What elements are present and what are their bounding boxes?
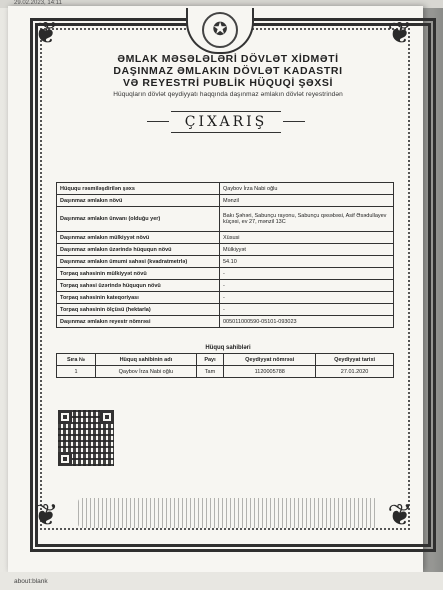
info-row-label: Daşınmaz əmlakın mülkiyyət növü xyxy=(57,232,220,244)
info-row xyxy=(57,244,394,256)
certificate-sheet xyxy=(8,6,423,572)
info-row-label: Hüququ rəsmiləşdirilən şəxs xyxy=(57,183,220,195)
owners-column-header: Sıra № xyxy=(57,354,96,366)
info-row-value: Qaybov İrza Nabi oğlu xyxy=(220,183,394,195)
info-row-value: Mənzil xyxy=(220,195,394,207)
print-footer-strip xyxy=(0,572,443,590)
ornament-corner-icon: ❦ xyxy=(387,498,413,533)
info-row-label: Daşınmaz əmlakın ünvanı (olduğu yer) xyxy=(57,207,220,232)
print-date: 29.02.2023, 14:11 xyxy=(14,0,62,6)
info-row xyxy=(57,232,394,244)
heading-line-2: DAŞINMAZ ƏMLAKIN DÖVLƏT KADASTRI xyxy=(113,65,343,77)
info-row-value: - xyxy=(220,280,394,292)
owners-table xyxy=(56,353,394,378)
info-row-label: Torpaq sahəsinin mülkiyyət növü xyxy=(57,268,220,280)
info-row-value: Bakı Şəhəri, Sabunçu rayonu, Sabunçu qəsəbəsi, Asif Əsədullayev küçəsi, ev 27, mənzil 13C xyxy=(220,207,394,232)
info-row-label: Torpaq sahəsinin ölçüsü (hektarla) xyxy=(57,304,220,316)
info-row-label: Torpaq sahəsinin kateqoriyası xyxy=(57,292,220,304)
heading-line-3: VƏ REYESTRİ PUBLİK HÜQUQİ ŞƏXSİ xyxy=(122,77,334,89)
owners-cell: 27.01.2020 xyxy=(316,366,394,378)
info-row-label: Torpaq sahəsi üzərində hüququn növü xyxy=(57,280,220,292)
print-footer-url: about:blank xyxy=(14,578,48,585)
info-row xyxy=(57,304,394,316)
owners-cell: Tam xyxy=(196,366,224,378)
info-row-value: - xyxy=(220,268,394,280)
property-info-table xyxy=(56,182,394,328)
info-row xyxy=(57,280,394,292)
owners-cell: 1120005788 xyxy=(224,366,316,378)
info-row xyxy=(57,183,394,195)
info-row-value: 54.10 xyxy=(220,256,394,268)
owners-cell: 1 xyxy=(57,366,96,378)
owners-column-header: Qeydiyyat nömrəsi xyxy=(224,354,316,366)
info-row xyxy=(57,207,394,232)
ornament-corner-icon: ❦ xyxy=(33,16,59,51)
ornament-corner-icon: ❦ xyxy=(33,498,59,533)
info-row-value: Xüsusi xyxy=(220,232,394,244)
owners-column-header: Hüquq sahibinin adı xyxy=(96,354,197,366)
ornament-corner-icon: ❦ xyxy=(387,16,413,51)
qr-finder-pattern xyxy=(58,452,72,466)
info-row-label: Daşınmaz əmlakın üzərində hüququn növü xyxy=(57,244,220,256)
info-row xyxy=(57,316,394,328)
info-row-label: Daşınmaz əmlakın ümumi sahəsi (kvadratmetrlə) xyxy=(57,256,220,268)
owners-column-header: Payı xyxy=(196,354,224,366)
qr-finder-pattern xyxy=(100,410,114,424)
info-row xyxy=(57,195,394,207)
info-row-value: 005011000590-05101-093023 xyxy=(220,316,394,328)
info-row-value: - xyxy=(220,304,394,316)
info-row-label: Daşınmaz əmlakın reyestr nömrəsi xyxy=(57,316,220,328)
info-row-value: - xyxy=(220,292,394,304)
owners-column-header: Qeydiyyat tarixi xyxy=(316,354,394,366)
emblem-icon: ✪ xyxy=(202,12,238,48)
owners-title: Hüquq sahibləri xyxy=(205,345,251,351)
qr-code xyxy=(58,410,114,466)
info-row xyxy=(57,256,394,268)
info-row-label: Daşınmaz əmlakın növü xyxy=(57,195,220,207)
document-title: ÇIXARIŞ xyxy=(171,111,281,133)
subheading: Hüquqların dövlət qeydiyyatı haqqında daşınmaz əmlakın dövlət reyestrindən xyxy=(113,91,343,98)
bottom-ornament xyxy=(78,498,378,528)
info-row xyxy=(57,292,394,304)
qr-finder-pattern xyxy=(58,410,72,424)
info-row xyxy=(57,268,394,280)
info-row-value: Mülkiyyət xyxy=(220,244,394,256)
heading-line-1: ƏMLAK MƏSƏLƏLƏRİ DÖVLƏT XİDMƏTİ xyxy=(117,53,339,65)
owners-cell: Qaybov İrza Nabi oğlu xyxy=(96,366,197,378)
owners-row xyxy=(57,366,394,378)
